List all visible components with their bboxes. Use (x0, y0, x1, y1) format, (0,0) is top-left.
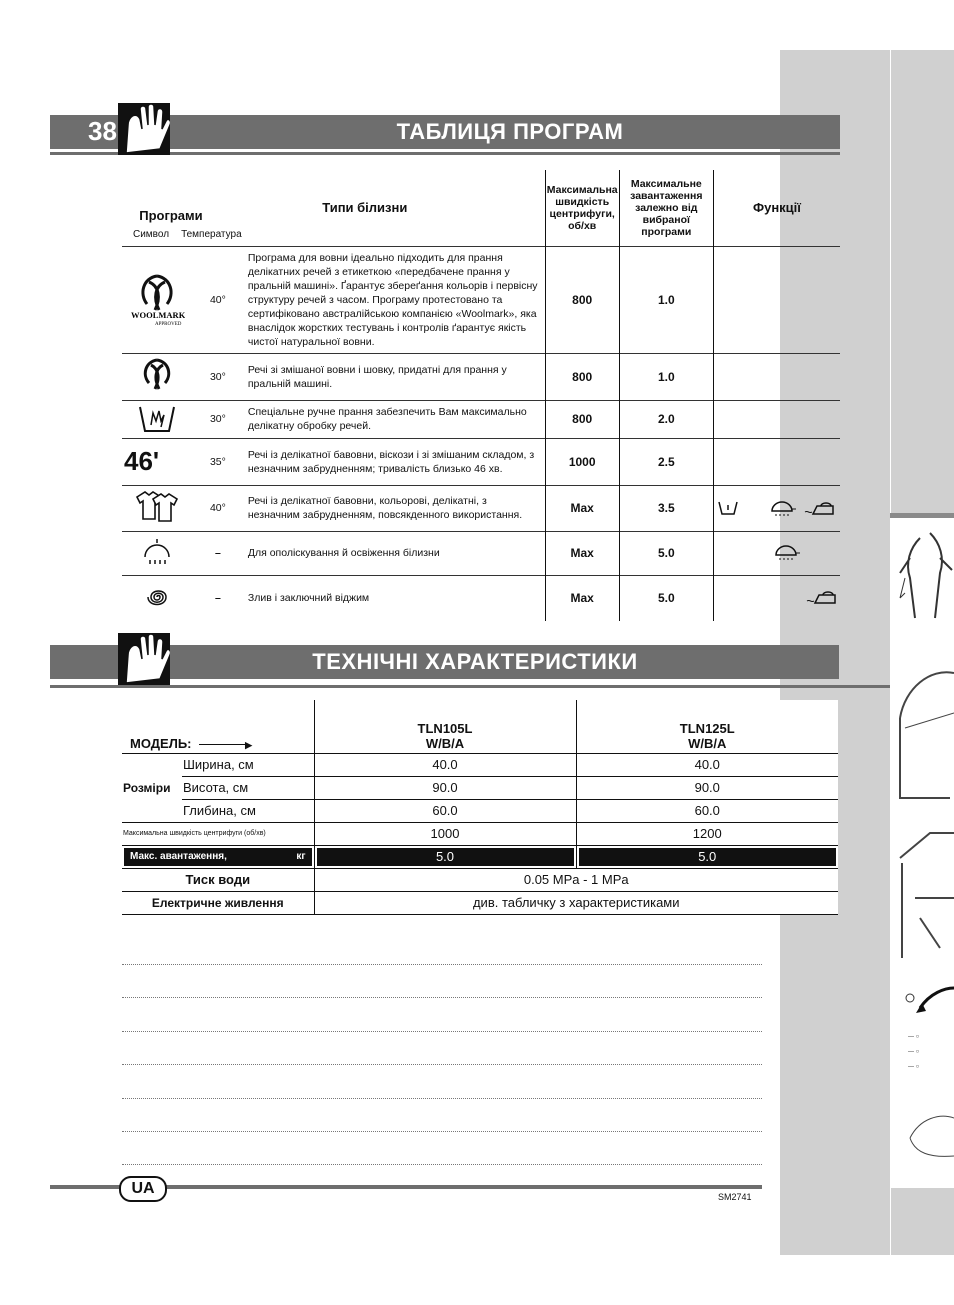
tech-title-underline (50, 685, 890, 688)
tech-table: МОДЕЛЬ: ▶ TLN105L W/B/A TLN125L W/B/A Розміри Ширина, см 40.0 40.0 Висота, см 90.0 90.0 Глибина, см 60.0 60.0 Максимальна швидкість центрифуги (об/хв) 1000 1200 Макс. авантаження, кг 5.0 5.0 Тиск води 0.05 MPa - 1 MPa Електричне живлення див. табличку з характеристиками (122, 700, 838, 915)
height-label: Висота, см (182, 776, 314, 799)
functions-cell (713, 438, 840, 485)
program-row (122, 531, 840, 575)
spin-v1: 1000 (314, 822, 576, 845)
load-cell: 1.0 (619, 353, 713, 400)
header-programs: Програми (139, 207, 203, 223)
note-line (122, 964, 762, 965)
desc-cell: Речі із делікатної бавовни, віскози і зі змішаним складом, з незначним забрудненням; тривалість близько 46 хв. (244, 438, 545, 485)
rinse-shower-icon (769, 499, 797, 517)
temp-cell: 30° (192, 400, 244, 438)
power-value: див. табличку з характеристиками (314, 891, 838, 914)
depth-label: Глибина, см (182, 799, 314, 822)
load-v1: 5.0 (317, 848, 574, 866)
document-code: SM2741 (718, 1192, 752, 1202)
spin-spiral-icon (142, 583, 172, 611)
spin-v2: 1200 (576, 822, 838, 845)
woolmark-sub: APPROVED (154, 322, 182, 326)
tech-row-load (122, 845, 838, 868)
desc-cell: Речі зі змішаної вовни і шовку, придатні для прання у пральній машині. (244, 353, 545, 400)
width-v1: 40.0 (314, 753, 576, 776)
load-label: Макс. авантаження, (130, 850, 227, 862)
program-row (122, 485, 840, 531)
tech-row-width (122, 753, 838, 776)
program-row (122, 246, 840, 353)
language-badge (119, 1176, 167, 1202)
desc-cell: Для ополіскування й освіження білизни (244, 531, 545, 575)
temp-cell: 40° (192, 485, 244, 531)
program-row (122, 575, 840, 621)
load-cell: 2.5 (619, 438, 713, 485)
functions-cell (713, 353, 840, 400)
page-number: 38 (88, 116, 117, 146)
temp-cell: – (192, 575, 244, 621)
spin-cell: 800 (545, 353, 619, 400)
operator-illustration-icon (890, 518, 954, 628)
functions-cell (713, 485, 840, 531)
note-line (122, 1031, 762, 1032)
section-title-programs: ТАБЛИЦЯ ПРОГРАМ (396, 119, 624, 144)
header-max-spin: Максимальна швидкість центрифуги, об/хв (545, 170, 619, 246)
sizes-label: Розміри (122, 753, 182, 822)
rinse-shower-icon (773, 543, 801, 561)
svg-text:— ○: — ○ (908, 1064, 920, 1070)
functions-cell (713, 531, 840, 575)
hand-glyph (118, 103, 170, 155)
power-label: Електричне живлення (122, 891, 314, 914)
spin-cell: Max (545, 485, 619, 531)
shirts-icon (133, 489, 181, 525)
note-line (122, 1064, 762, 1065)
header-temperature: Температура (181, 228, 242, 240)
load-cell: 1.0 (619, 246, 713, 353)
prewash-tub-icon (717, 499, 739, 517)
temp-cell: 40° (192, 246, 244, 353)
woolmark-text: WOOLMARK (130, 310, 185, 320)
easy-iron-icon (805, 588, 839, 606)
rinse-icon (141, 537, 173, 567)
header-max-load: Максимальне завантаження залежно від вибраної програми (619, 170, 713, 246)
height-v2: 90.0 (576, 776, 838, 799)
note-line (122, 997, 762, 998)
spin-cell: 800 (545, 400, 619, 438)
tech-row-pressure (122, 868, 838, 891)
desc-cell: Спеціальне ручне прання забезпечить Вам максимально делікатну обробку речей. (244, 400, 545, 438)
load-cell: 5.0 (619, 575, 713, 621)
temp-cell: 35° (192, 438, 244, 485)
depth-v2: 60.0 (576, 799, 838, 822)
load-v2: 5.0 (579, 848, 837, 866)
model-tln125l: TLN125L W/B/A (576, 700, 838, 753)
spin-label: Максимальна швидкість центрифуги (об/хв) (122, 822, 314, 845)
header-functions: Функції (713, 170, 840, 246)
note-line (122, 1164, 762, 1165)
spin-cell: 1000 (545, 438, 619, 485)
note-line (122, 1131, 762, 1132)
desc-cell: Злив і заключний віджим (244, 575, 545, 621)
load-unit: кг (296, 850, 306, 862)
tech-row-power (122, 891, 838, 914)
temp-cell: 30° (192, 353, 244, 400)
spin-cell: 800 (545, 246, 619, 353)
svg-text:— ○: — ○ (908, 1034, 920, 1040)
desc-cell: Програма для вовни ідеально підходить для прання делікатних речей з етикеткою «передбачене прання у пральній машині». Ґарантує збереґання кольорів і первісну структуру речей з часом. Програму протестовано та сертифіковано австралійською компанією «Woolmark», яка внаслідок жорстких тестувань і контролів ґарантує якість чистої натуральної вовни. (244, 246, 545, 353)
program-row (122, 438, 840, 485)
header-symbol: Символ (133, 228, 170, 240)
width-v2: 40.0 (576, 753, 838, 776)
functions-cell (713, 400, 840, 438)
section-title-tech: ТЕХНІЧНІ ХАРАКТЕРИСТИКИ (312, 649, 638, 674)
load-cell: 3.5 (619, 485, 713, 531)
tech-row-spin (122, 822, 838, 845)
quick-46-icon: 46' (124, 446, 160, 476)
temp-cell: – (192, 531, 244, 575)
wool-icon (137, 357, 177, 393)
spin-cell: Max (545, 531, 619, 575)
load-cell: 2.0 (619, 400, 713, 438)
tech-row-depth (122, 799, 838, 822)
spin-cell: Max (545, 575, 619, 621)
woolmark-logo-icon (129, 270, 185, 326)
side-illustration-panel-2 (890, 628, 954, 1188)
hand-logo-icon (118, 103, 170, 155)
tech-row-height (122, 776, 838, 799)
machine-illustrations-icon (890, 628, 954, 1188)
hand-wash-icon (137, 403, 177, 433)
hand-glyph (118, 633, 170, 685)
easy-iron-icon (803, 499, 837, 517)
functions-cell (713, 575, 840, 621)
program-row (122, 353, 840, 400)
programs-table (122, 170, 840, 621)
height-v1: 90.0 (314, 776, 576, 799)
hand-logo-icon (118, 633, 170, 685)
functions-cell (713, 246, 840, 353)
svg-text:— ○: — ○ (908, 1049, 920, 1055)
model-label: МОДЕЛЬ: (130, 735, 192, 751)
pressure-value: 0.05 MPa - 1 MPa (314, 868, 838, 891)
depth-v1: 60.0 (314, 799, 576, 822)
model-tln105l: TLN105L W/B/A (314, 700, 576, 753)
width-label: Ширина, см (182, 753, 314, 776)
side-illustration-panel-1 (890, 513, 954, 628)
header-fabric-types: Типи білизни (322, 200, 408, 216)
load-cell: 5.0 (619, 531, 713, 575)
note-line (122, 1098, 762, 1099)
language-code: UA (131, 1180, 155, 1197)
pressure-label: Тиск води (122, 868, 314, 891)
program-row (122, 400, 840, 438)
desc-cell: Речі із делікатної бавовни, кольорові, делікатні, з незначним забрудненням, повсякденного використання. (244, 485, 545, 531)
